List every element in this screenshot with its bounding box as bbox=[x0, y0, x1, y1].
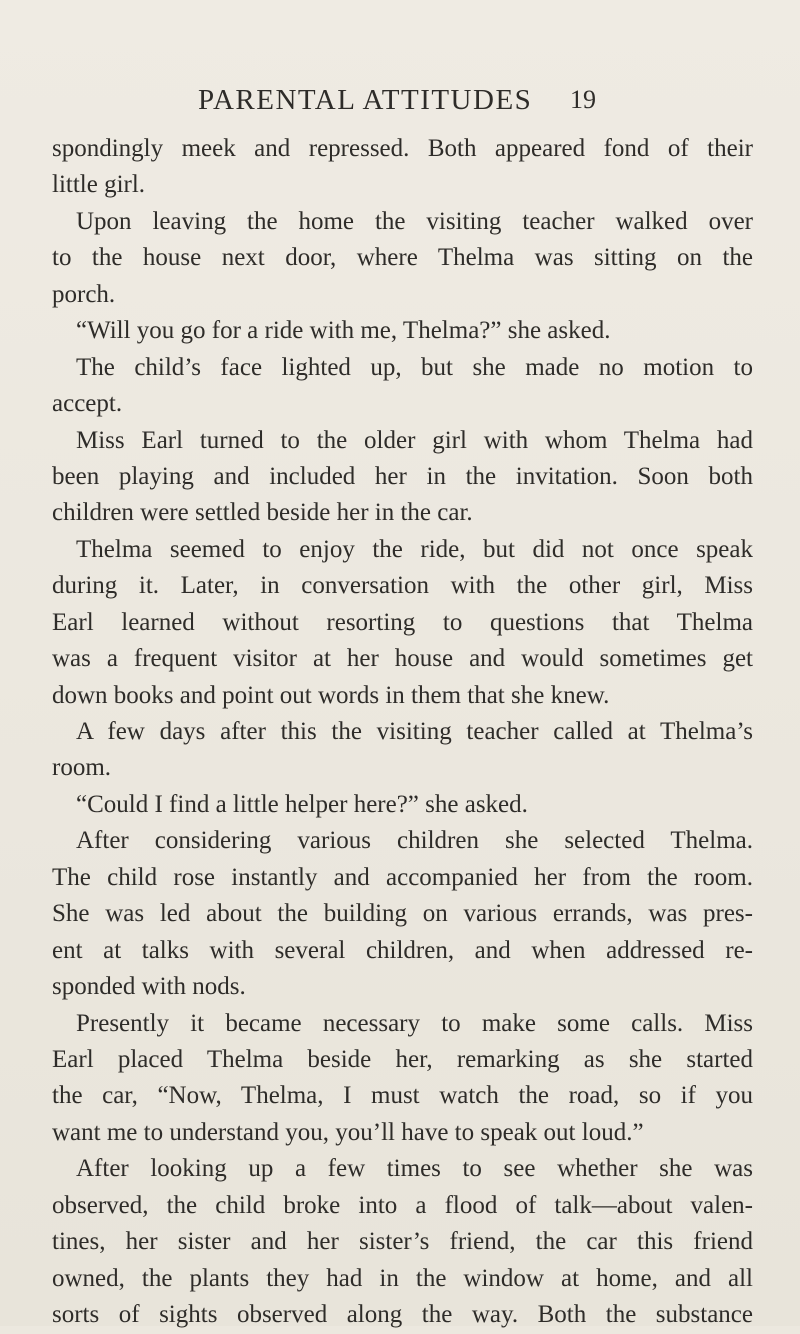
paragraph-start-line: Thelma seemed to enjoy the ride, but did not once speak bbox=[76, 536, 753, 563]
paragraph-start-line: The child’s face lighted up, but she made no motion to bbox=[76, 354, 753, 381]
paragraph-start-line: “Could I find a little helper here?” she asked. bbox=[76, 791, 528, 818]
running-title: PARENTAL ATTITUDES bbox=[198, 84, 533, 116]
text-line: spondingly meek and repressed. Both appeared fond of their bbox=[52, 135, 753, 162]
text-line: ent at talks with several children, and when addressed re- bbox=[52, 937, 753, 964]
text-line: during it. Later, in conversation with the other girl, Miss bbox=[52, 572, 753, 599]
text-line: to the house next door, where Thelma was sitting on the bbox=[52, 244, 753, 271]
text-line: accept. bbox=[52, 390, 123, 417]
paragraph-start-line: Miss Earl turned to the older girl with whom Thelma had bbox=[76, 427, 753, 454]
paragraph-start-line: “Will you go for a ride with me, Thelma?” she asked. bbox=[76, 317, 611, 344]
text-line: room. bbox=[52, 754, 112, 781]
text-line: the car, “Now, Thelma, I must watch the road, so if you bbox=[52, 1082, 753, 1109]
text-line: little girl. bbox=[52, 171, 146, 198]
paragraph-start-line: After considering various children she selected Thelma. bbox=[76, 827, 753, 854]
text-line: been playing and included her in the invitation. Soon both bbox=[52, 463, 753, 490]
text-line: porch. bbox=[52, 281, 116, 308]
text-line: tines, her sister and her sister’s friend, the car this friend bbox=[52, 1228, 753, 1255]
page-number: 19 bbox=[570, 85, 596, 114]
paragraph-start-line: Presently it became necessary to make some calls. Miss bbox=[76, 1010, 753, 1037]
paragraph-start-line: A few days after this the visiting teacher called at Thelma’s bbox=[76, 718, 753, 745]
text-line: children were settled beside her in the car. bbox=[52, 499, 473, 526]
text-line: Earl placed Thelma beside her, remarking as she started bbox=[52, 1046, 753, 1073]
paragraph-start-line: Upon leaving the home the visiting teacher walked over bbox=[76, 208, 753, 235]
text-line: sponded with nods. bbox=[52, 973, 246, 1000]
text-line: The child rose instantly and accompanied her from the room. bbox=[52, 864, 753, 891]
text-line: observed, the child broke into a flood of talk—about valen- bbox=[52, 1192, 753, 1219]
text-line: She was led about the building on various errands, was pres- bbox=[52, 900, 753, 927]
paragraph-start-line: After looking up a few times to see whether she was bbox=[76, 1155, 753, 1182]
text-line: owned, the plants they had in the window at home, and all bbox=[52, 1265, 753, 1292]
text-line: was a frequent visitor at her house and would sometimes get bbox=[52, 645, 753, 672]
text-line: sorts of sights observed along the way. Both the substance bbox=[52, 1301, 753, 1328]
text-line: Earl learned without resorting to questions that Thelma bbox=[52, 609, 753, 636]
text-line: want me to understand you, you’ll have to speak out loud.” bbox=[52, 1119, 644, 1146]
text-line: down books and point out words in them that she knew. bbox=[52, 682, 610, 709]
